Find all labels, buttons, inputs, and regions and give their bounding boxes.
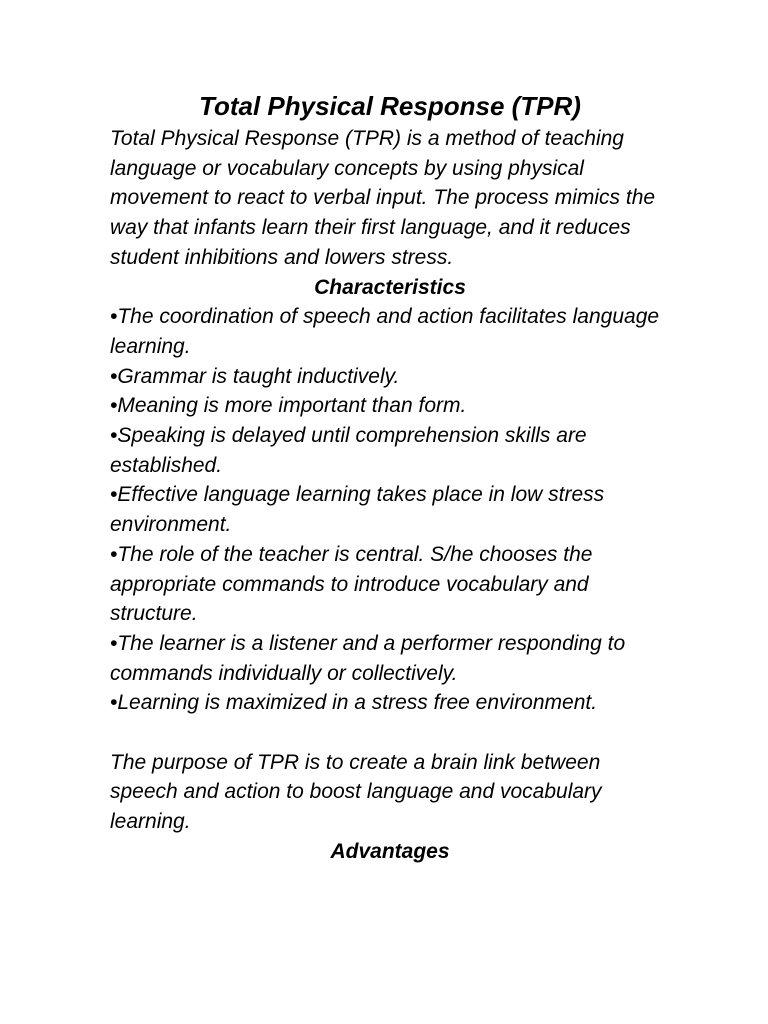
characteristic-item: •Grammar is taught inductively. — [110, 364, 400, 388]
paragraph-spacer — [110, 718, 670, 748]
characteristics-heading: Characteristics — [314, 275, 466, 299]
purpose-paragraph: The purpose of TPR is to create a brain link between speech and action to boost language and vocabulary learning. — [110, 750, 602, 834]
characteristic-item: •Learning is maximized in a stress free environment. — [110, 691, 598, 715]
characteristic-item: •Effective language learning takes place in low stress environment. — [110, 483, 605, 537]
intro-paragraph: Total Physical Response (TPR) is a method of teaching language or vocabulary concepts by using physical movement to react to verbal input. The process mimics the way that infants learn their first language, and it reduces student inhibitions and lowers stress. — [110, 127, 656, 269]
document-title: Total Physical Response (TPR) — [199, 91, 581, 121]
characteristics-list — [110, 302, 670, 718]
characteristic-item: •Meaning is more important than form. — [110, 394, 467, 418]
characteristic-item: •The role of the teacher is central. S/he chooses the appropriate commands to introduce vocabulary and structure. — [110, 542, 593, 626]
characteristic-item: •The coordination of speech and action facilitates language learning. — [110, 305, 660, 358]
characteristic-item: •The learner is a listener and a performer responding to commands individually or collectively. — [110, 631, 626, 685]
document-content — [110, 88, 670, 867]
characteristic-item: •Speaking is delayed until comprehension skills are established. — [110, 424, 587, 477]
advantages-heading: Advantages — [330, 839, 450, 863]
